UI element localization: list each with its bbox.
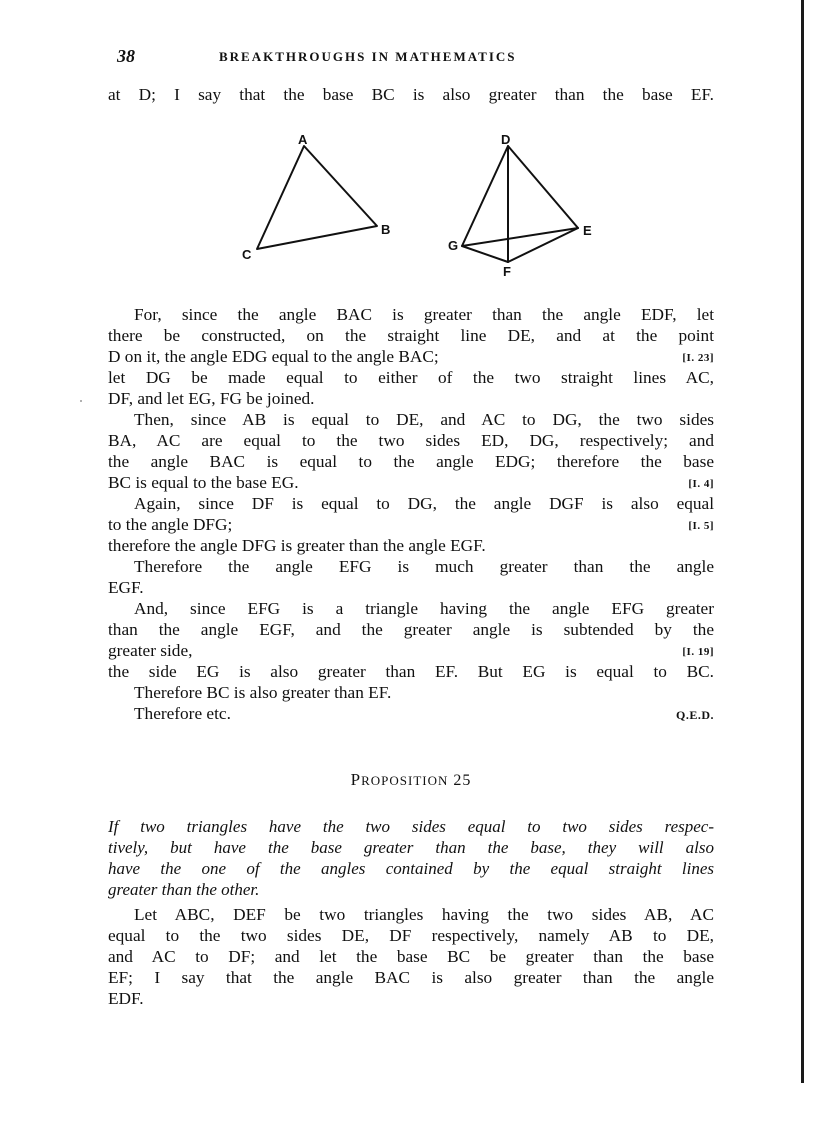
proof-line-1: Let ABC, DEF be two triangles having the two sides AB, AC: [134, 905, 714, 924]
body-line-17-text: greater side,: [108, 641, 193, 660]
body-line-2: there be constructed, on the straight line DE, and at the point: [108, 326, 714, 345]
body-line-7: BA, AC are equal to the two sides ED, DG, respectively; and: [108, 431, 714, 450]
label-c: C: [242, 247, 252, 262]
body-line-20-text: Therefore etc.: [134, 704, 231, 723]
triangle-abc: [257, 146, 377, 249]
triangle-def: [462, 146, 578, 246]
page-number: 38: [117, 46, 135, 66]
label-b: B: [381, 222, 391, 237]
enunciation-line-3: have the one of the angles contained by the equal straight lines: [108, 859, 714, 878]
body-line-11: [108, 514, 714, 536]
proof-line-2: equal to the two sides DE, DF respectively, namely AB to DE,: [108, 926, 714, 945]
body-line-18: the side EG is also greater than EF. But EG is equal to BC.: [108, 662, 714, 681]
citation-i-23: [I. 23]: [682, 352, 714, 364]
body-line-3: [108, 346, 714, 368]
enunciation-line-1: If two triangles have the two sides equal to two sides respec-: [108, 817, 714, 836]
segment-gf: [462, 246, 508, 262]
proposition-heading: [108, 770, 714, 790]
proposition-title-rest: ROPOSITION: [361, 773, 449, 788]
citation-i-5: [I. 5]: [688, 520, 714, 532]
body-line-19: Therefore BC is also greater than EF.: [134, 683, 392, 702]
body-line-16: than the angle EGF, and the greater angle is subtended by the: [108, 620, 714, 639]
proof-line-5: EDF.: [108, 989, 144, 1008]
body-line-11-text: to the angle DFG;: [108, 515, 233, 534]
body-line-5: DF, and let EG, FG be joined.: [108, 389, 315, 408]
body-line-8: the angle BAC is equal to the angle EDG; therefore the base: [108, 452, 714, 471]
body-line-17: [108, 640, 714, 662]
running-title: BREAKTHROUGHS IN MATHEMATICS: [219, 49, 517, 64]
body-line-4: let DG be made equal to either of the two straight lines AC,: [108, 368, 714, 387]
body-line-3-text: D on it, the angle EDG equal to the angle BAC;: [108, 347, 439, 366]
body-line-6: Then, since AB is equal to DE, and AC to DG, the two sides: [134, 410, 714, 429]
proposition-number: 25: [453, 772, 472, 789]
citation-i-19: [I. 19]: [682, 646, 714, 658]
qed-mark: Q.E.D.: [675, 708, 714, 722]
proof-line-3: and AC to DF; and let the base BC be greater than the base: [108, 947, 714, 966]
label-f: F: [503, 264, 511, 279]
citation-i-4: [I. 4]: [688, 478, 714, 490]
body-line-10: Again, since DF is equal to DG, the angle DGF is also equal: [134, 494, 714, 513]
body-line-9-text: BC is equal to the base EG.: [108, 473, 299, 492]
enunciation-line-4: greater than the other.: [108, 880, 260, 899]
label-d: D: [501, 132, 511, 147]
body-line-20: [134, 703, 714, 725]
body-line-1: For, since the angle BAC is greater than the angle EDF, let: [134, 305, 714, 324]
body-line-12: therefore the angle DFG is greater than the angle EGF.: [108, 536, 486, 555]
proof-line-4: EF; I say that the angle BAC is also greater than the angle: [108, 968, 714, 987]
body-line-15: And, since EFG is a triangle having the angle EFG greater: [134, 599, 714, 618]
label-e: E: [583, 223, 592, 238]
body-line-9: [108, 472, 714, 494]
body-line-0: at D; I say that the base BC is also greater than the base EF.: [108, 85, 714, 104]
label-a: A: [298, 132, 308, 147]
triangle-figure: [0, 0, 816, 300]
body-line-13: Therefore the angle EFG is much greater than the angle: [134, 557, 714, 576]
body-line-14: EGF.: [108, 578, 144, 597]
enunciation-line-2: tively, but have the base greater than the base, they will also: [108, 838, 714, 857]
scan-speck: [80, 400, 82, 402]
label-g: G: [448, 238, 459, 253]
proposition-title-initial: P: [350, 770, 362, 789]
